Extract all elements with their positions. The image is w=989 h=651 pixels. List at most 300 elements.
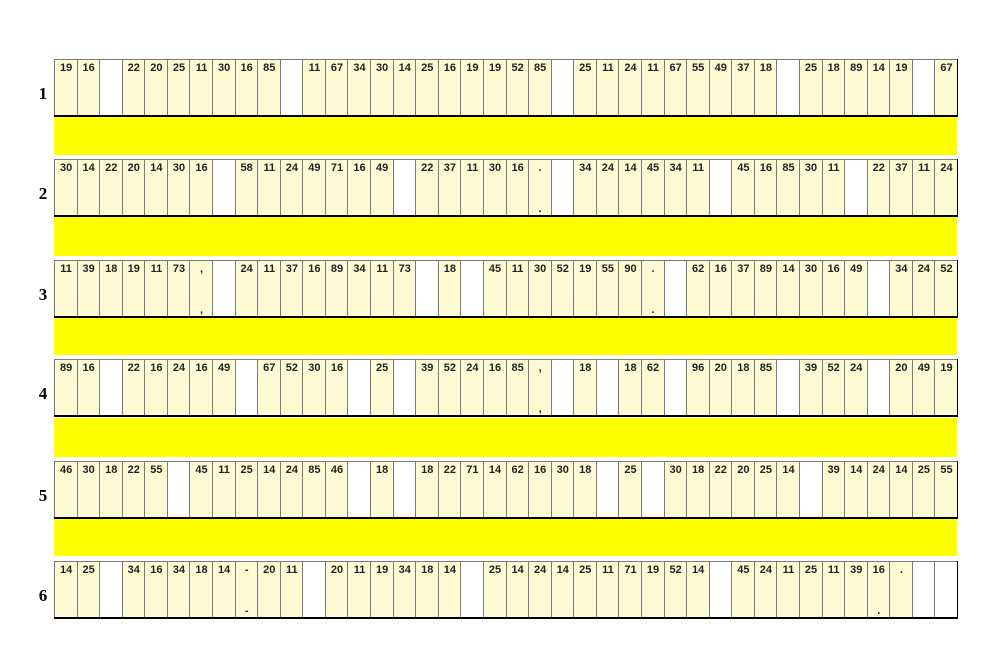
word-space-cell: [551, 359, 574, 416]
letter-cell[interactable]: [483, 59, 506, 116]
cell-code-number: 37: [895, 162, 908, 174]
letter-cell[interactable]: [754, 260, 777, 317]
letter-cell[interactable]: [393, 561, 416, 618]
letter-cell[interactable]: [167, 359, 190, 416]
letter-cell[interactable]: [370, 260, 393, 317]
letter-cell[interactable]: [686, 561, 709, 618]
cell-code-number: 39: [421, 362, 434, 374]
yellow-separator-band: [54, 217, 957, 256]
cell-code-number: 37: [443, 162, 456, 174]
letter-cell[interactable]: [867, 461, 890, 518]
letter-cell[interactable]: [189, 461, 212, 518]
cell-code-number: 18: [421, 464, 434, 476]
letter-cell[interactable]: [664, 461, 687, 518]
letter-cell[interactable]: [686, 359, 709, 416]
letter-cell[interactable]: [122, 461, 145, 518]
letter-cell[interactable]: [776, 260, 799, 317]
letter-cell[interactable]: [235, 159, 258, 216]
cell-code-number: 25: [759, 464, 773, 476]
letter-cell[interactable]: [641, 359, 664, 416]
letter-cell[interactable]: [844, 359, 867, 416]
letter-cell[interactable]: [370, 461, 393, 518]
letter-cell[interactable]: [99, 159, 122, 216]
letter-cell[interactable]: [438, 159, 461, 216]
letter-cell[interactable]: [618, 59, 641, 116]
letter-cell[interactable]: [212, 461, 235, 518]
letter-cell[interactable]: [415, 359, 438, 416]
letter-cell[interactable]: [144, 260, 167, 317]
cell-answer[interactable]: .: [651, 304, 655, 316]
cell-code-number: 11: [918, 162, 930, 174]
row-number: 3: [38, 285, 48, 304]
letter-cell[interactable]: [506, 59, 529, 116]
cell-code-number: 85: [759, 362, 773, 374]
letter-cell[interactable]: [844, 561, 867, 618]
word-space-cell: [912, 561, 935, 618]
letter-cell[interactable]: [912, 359, 935, 416]
letter-cell[interactable]: [438, 59, 461, 116]
letter-cell[interactable]: [799, 59, 822, 116]
letter-cell[interactable]: [889, 461, 912, 518]
row-bottom-border: [54, 316, 958, 318]
letter-cell[interactable]: [235, 260, 258, 317]
letter-cell[interactable]: [889, 59, 912, 116]
row-bottom-border: [54, 415, 958, 417]
cell-code-number: 18: [105, 263, 118, 275]
letter-cell[interactable]: [528, 159, 551, 216]
letter-cell[interactable]: [912, 159, 935, 216]
letter-cell[interactable]: [235, 59, 258, 116]
letter-cell[interactable]: [77, 159, 100, 216]
letter-cell[interactable]: [302, 260, 325, 317]
cell-code-number: 45: [737, 162, 750, 174]
cell-code-number: 18: [195, 564, 208, 576]
letter-cell[interactable]: [596, 260, 619, 317]
cell-code-number: 89: [330, 263, 344, 275]
letter-cell[interactable]: [144, 561, 167, 618]
letter-cell[interactable]: [731, 359, 754, 416]
letter-cell[interactable]: [912, 260, 935, 317]
cell-answer[interactable]: ,: [538, 403, 542, 415]
cell-code-number: 25: [82, 564, 95, 576]
word-space-cell: [393, 359, 416, 416]
word-space-cell: [867, 359, 890, 416]
yellow-separator-band: [54, 117, 957, 155]
cell-code-number: 85: [534, 62, 547, 74]
letter-cell[interactable]: [144, 359, 167, 416]
cell-code-number: 16: [511, 162, 524, 174]
letter-cell[interactable]: [731, 561, 754, 618]
letter-cell[interactable]: [573, 59, 596, 116]
letter-cell[interactable]: [822, 461, 845, 518]
letter-cell[interactable]: [347, 59, 370, 116]
letter-cell[interactable]: [257, 561, 280, 618]
word-space-cell: [99, 359, 122, 416]
letter-cell[interactable]: [822, 59, 845, 116]
letter-cell[interactable]: [889, 159, 912, 216]
letter-cell[interactable]: [415, 59, 438, 116]
cell-code-number: 62: [692, 263, 705, 275]
letter-cell[interactable]: [415, 561, 438, 618]
letter-cell[interactable]: [618, 359, 641, 416]
letter-cell[interactable]: [934, 461, 957, 518]
letter-cell[interactable]: [889, 359, 912, 416]
letter-cell[interactable]: [776, 461, 799, 518]
cell-code-number: 11: [827, 564, 840, 576]
letter-cell[interactable]: [934, 260, 957, 317]
letter-cell[interactable]: [257, 59, 280, 116]
letter-cell[interactable]: [122, 159, 145, 216]
letter-cell[interactable]: [573, 359, 596, 416]
letter-cell[interactable]: [415, 159, 438, 216]
letter-cell[interactable]: [370, 59, 393, 116]
letter-cell[interactable]: [528, 59, 551, 116]
letter-cell[interactable]: [325, 159, 348, 216]
letter-cell[interactable]: [460, 359, 483, 416]
letter-cell[interactable]: [618, 461, 641, 518]
word-space-cell: [99, 59, 122, 116]
letter-cell[interactable]: [347, 159, 370, 216]
cell-code-number: 24: [850, 362, 863, 374]
letter-cell[interactable]: [212, 59, 235, 116]
cell-code-number: 52: [556, 263, 569, 275]
letter-cell[interactable]: [596, 561, 619, 618]
cell-code-number: ,: [538, 362, 542, 374]
letter-cell[interactable]: [844, 59, 867, 116]
cell-code-number: 14: [263, 464, 276, 476]
cell-code-number: 19: [646, 564, 660, 576]
letter-cell[interactable]: [618, 159, 641, 216]
letter-cell[interactable]: [167, 260, 190, 317]
cell-code-number: 14: [488, 464, 502, 476]
letter-cell[interactable]: [822, 561, 845, 618]
letter-cell[interactable]: [934, 59, 957, 116]
letter-cell[interactable]: [686, 59, 709, 116]
letter-cell[interactable]: [934, 159, 957, 216]
word-space-cell: [347, 461, 370, 518]
cell-code-number: 24: [285, 464, 298, 476]
letter-cell[interactable]: [709, 359, 732, 416]
letter-cell[interactable]: [302, 461, 325, 518]
letter-cell[interactable]: [686, 461, 709, 518]
letter-cell[interactable]: [641, 59, 664, 116]
letter-cell[interactable]: [483, 561, 506, 618]
cell-code-number: 49: [217, 362, 231, 374]
letter-cell[interactable]: [934, 359, 957, 416]
letter-cell[interactable]: [257, 159, 280, 216]
letter-cell[interactable]: [641, 159, 664, 216]
letter-cell[interactable]: [731, 159, 754, 216]
cell-code-number: 20: [127, 162, 140, 174]
cell-code-number: 22: [714, 464, 727, 476]
letter-cell[interactable]: [54, 561, 77, 618]
letter-cell[interactable]: [235, 461, 258, 518]
letter-cell[interactable]: [754, 59, 777, 116]
letter-cell[interactable]: [280, 260, 303, 317]
letter-cell[interactable]: [77, 260, 100, 317]
letter-cell[interactable]: [528, 359, 551, 416]
letter-cell[interactable]: [189, 59, 212, 116]
letter-cell[interactable]: [528, 461, 551, 518]
cell-code-number: 14: [556, 564, 569, 576]
letter-cell[interactable]: [618, 260, 641, 317]
letter-cell[interactable]: [844, 260, 867, 317]
letter-cell[interactable]: [257, 359, 280, 416]
cell-code-number: 25: [488, 564, 502, 576]
cell-answer[interactable]: .: [538, 203, 542, 215]
letter-cell[interactable]: [438, 359, 461, 416]
cell-code-number: .: [538, 162, 542, 174]
letter-cell[interactable]: [686, 260, 709, 317]
letter-cell[interactable]: [664, 59, 687, 116]
letter-cell[interactable]: [731, 59, 754, 116]
word-space-cell: [709, 561, 732, 618]
cell-code-number: .: [651, 263, 655, 275]
cell-code-number: 34: [669, 162, 682, 174]
letter-cell[interactable]: [506, 260, 529, 317]
letter-cell[interactable]: [122, 359, 145, 416]
letter-cell[interactable]: [573, 159, 596, 216]
letter-cell[interactable]: [257, 260, 280, 317]
letter-cell[interactable]: [483, 461, 506, 518]
cell-code-number: 71: [466, 464, 479, 476]
cell-code-number: 67: [669, 62, 682, 74]
letter-cell[interactable]: [77, 359, 100, 416]
cell-answer[interactable]: .: [877, 605, 881, 617]
letter-cell[interactable]: [912, 461, 935, 518]
letter-cell[interactable]: [122, 260, 145, 317]
letter-cell[interactable]: [867, 159, 890, 216]
cell-code-number: 22: [127, 62, 140, 74]
letter-cell[interactable]: [325, 59, 348, 116]
cell-code-number: 19: [579, 263, 592, 275]
letter-cell[interactable]: [370, 561, 393, 618]
cell-code-number: 14: [443, 564, 456, 576]
letter-cell[interactable]: [867, 561, 890, 618]
letter-cell[interactable]: [325, 260, 348, 317]
cell-code-number: 18: [376, 464, 389, 476]
letter-cell[interactable]: [460, 159, 483, 216]
cell-code-number: 11: [782, 564, 795, 576]
cell-code-number: 46: [330, 464, 344, 476]
letter-cell[interactable]: [483, 359, 506, 416]
letter-cell[interactable]: [99, 260, 122, 317]
cell-code-number: 49: [376, 162, 389, 174]
cell-code-number: 14: [150, 162, 163, 174]
cell-code-number: 19: [59, 62, 73, 74]
letter-cell[interactable]: [77, 461, 100, 518]
cell-code-number: 24: [872, 464, 885, 476]
letter-cell[interactable]: [686, 159, 709, 216]
letter-cell[interactable]: [754, 359, 777, 416]
cell-code-number: 52: [669, 564, 682, 576]
letter-cell[interactable]: [799, 260, 822, 317]
letter-cell[interactable]: [393, 59, 416, 116]
letter-cell[interactable]: [799, 359, 822, 416]
letter-cell[interactable]: [235, 561, 258, 618]
letter-cell[interactable]: [889, 561, 912, 618]
letter-cell[interactable]: [551, 561, 574, 618]
letter-cell[interactable]: [280, 461, 303, 518]
letter-cell[interactable]: [731, 260, 754, 317]
letter-cell[interactable]: [370, 359, 393, 416]
letter-cell[interactable]: [144, 159, 167, 216]
letter-cell[interactable]: [641, 260, 664, 317]
word-space-cell: [709, 159, 732, 216]
letter-cell[interactable]: [822, 359, 845, 416]
letter-cell[interactable]: [460, 59, 483, 116]
letter-cell[interactable]: [212, 359, 235, 416]
letter-cell[interactable]: [54, 461, 77, 518]
letter-cell[interactable]: [257, 461, 280, 518]
letter-cell[interactable]: [776, 159, 799, 216]
cell-code-number: 14: [82, 162, 95, 174]
cell-code-number: 45: [646, 162, 660, 174]
cell-code-number: 14: [217, 564, 231, 576]
letter-cell[interactable]: [867, 59, 890, 116]
cell-answer[interactable]: ,: [199, 304, 204, 316]
cell-code-number: 34: [353, 62, 366, 74]
letter-cell[interactable]: [302, 59, 325, 116]
letter-cell[interactable]: [551, 260, 574, 317]
word-space-cell: [596, 461, 619, 518]
letter-cell[interactable]: [460, 461, 483, 518]
letter-cell[interactable]: [189, 359, 212, 416]
letter-cell[interactable]: [528, 561, 551, 618]
row-number: 2: [38, 184, 48, 203]
letter-cell[interactable]: [54, 159, 77, 216]
letter-cell[interactable]: [506, 359, 529, 416]
cell-answer[interactable]: -: [244, 605, 249, 617]
letter-cell[interactable]: [889, 260, 912, 317]
cell-code-number: 30: [217, 62, 231, 74]
letter-cell[interactable]: [664, 159, 687, 216]
letter-cell[interactable]: [54, 359, 77, 416]
letter-cell[interactable]: [596, 159, 619, 216]
letter-cell[interactable]: [483, 159, 506, 216]
letter-cell[interactable]: [438, 260, 461, 317]
cell-code-number: 16: [872, 564, 885, 576]
cell-code-number: 22: [421, 162, 434, 174]
letter-cell[interactable]: [528, 260, 551, 317]
letter-cell[interactable]: [506, 561, 529, 618]
letter-cell[interactable]: [167, 159, 190, 216]
letter-cell[interactable]: [709, 260, 732, 317]
letter-cell[interactable]: [709, 59, 732, 116]
letter-cell[interactable]: [302, 359, 325, 416]
cell-code-number: 89: [759, 263, 773, 275]
letter-cell[interactable]: [573, 561, 596, 618]
letter-cell[interactable]: [77, 59, 100, 116]
row-number: 6: [38, 586, 48, 605]
letter-cell[interactable]: [347, 561, 370, 618]
letter-cell[interactable]: [822, 159, 845, 216]
letter-cell[interactable]: [506, 159, 529, 216]
cell-code-number: 14: [782, 464, 795, 476]
letter-cell[interactable]: [189, 159, 212, 216]
letter-cell[interactable]: [99, 461, 122, 518]
letter-cell[interactable]: [754, 159, 777, 216]
letter-cell[interactable]: [77, 561, 100, 618]
cell-code-number: 20: [330, 564, 344, 576]
letter-cell[interactable]: [325, 561, 348, 618]
letter-cell[interactable]: [167, 561, 190, 618]
row-bottom-border: [54, 215, 958, 217]
row-right-border: [957, 159, 958, 216]
letter-cell[interactable]: [573, 461, 596, 518]
cell-code-number: 52: [443, 362, 456, 374]
letter-cell[interactable]: [799, 159, 822, 216]
letter-cell[interactable]: [731, 461, 754, 518]
letter-cell[interactable]: [799, 561, 822, 618]
letter-cell[interactable]: [664, 561, 687, 618]
letter-cell[interactable]: [54, 59, 77, 116]
cell-code-number: 30: [59, 162, 73, 174]
letter-cell[interactable]: [596, 59, 619, 116]
cell-code-number: 16: [443, 62, 456, 74]
letter-cell[interactable]: [573, 260, 596, 317]
cell-code-number: 49: [308, 162, 321, 174]
cell-code-number: 11: [286, 564, 298, 576]
letter-cell[interactable]: [144, 59, 167, 116]
letter-cell[interactable]: [551, 461, 574, 518]
letter-cell[interactable]: [438, 461, 461, 518]
letter-cell[interactable]: [280, 561, 303, 618]
letter-cell[interactable]: [144, 461, 167, 518]
letter-cell[interactable]: [822, 260, 845, 317]
letter-cell[interactable]: [167, 59, 190, 116]
letter-cell[interactable]: [754, 561, 777, 618]
letter-cell[interactable]: [415, 461, 438, 518]
letter-cell[interactable]: [393, 260, 416, 317]
letter-cell[interactable]: [618, 561, 641, 618]
letter-cell[interactable]: [325, 461, 348, 518]
cell-code-number: 25: [579, 564, 592, 576]
letter-cell[interactable]: [280, 359, 303, 416]
letter-cell[interactable]: [709, 461, 732, 518]
letter-cell[interactable]: [754, 461, 777, 518]
letter-cell[interactable]: [189, 561, 212, 618]
letter-cell[interactable]: [212, 561, 235, 618]
cell-code-number: 52: [285, 362, 298, 374]
cell-code-number: 19: [466, 62, 479, 74]
letter-cell[interactable]: [370, 159, 393, 216]
letter-cell[interactable]: [438, 561, 461, 618]
row-right-border: [957, 59, 958, 116]
cell-code-number: 14: [782, 263, 795, 275]
letter-cell[interactable]: [483, 260, 506, 317]
letter-cell[interactable]: [776, 561, 799, 618]
letter-cell[interactable]: [54, 260, 77, 317]
letter-cell[interactable]: [122, 561, 145, 618]
letter-cell[interactable]: [325, 359, 348, 416]
letter-cell[interactable]: [280, 159, 303, 216]
letter-cell[interactable]: [189, 260, 212, 317]
cell-code-number: 11: [308, 62, 321, 74]
cell-code-number: 34: [579, 162, 592, 174]
letter-cell[interactable]: [347, 260, 370, 317]
letter-cell[interactable]: [122, 59, 145, 116]
cell-code-number: 55: [150, 464, 163, 476]
letter-cell[interactable]: [844, 461, 867, 518]
letter-cell[interactable]: [302, 159, 325, 216]
word-space-cell: [641, 461, 664, 518]
cell-code-number: 39: [827, 464, 840, 476]
letter-cell[interactable]: [506, 461, 529, 518]
cell-code-number: 24: [759, 564, 773, 576]
letter-cell[interactable]: [641, 561, 664, 618]
word-space-cell: [393, 461, 416, 518]
